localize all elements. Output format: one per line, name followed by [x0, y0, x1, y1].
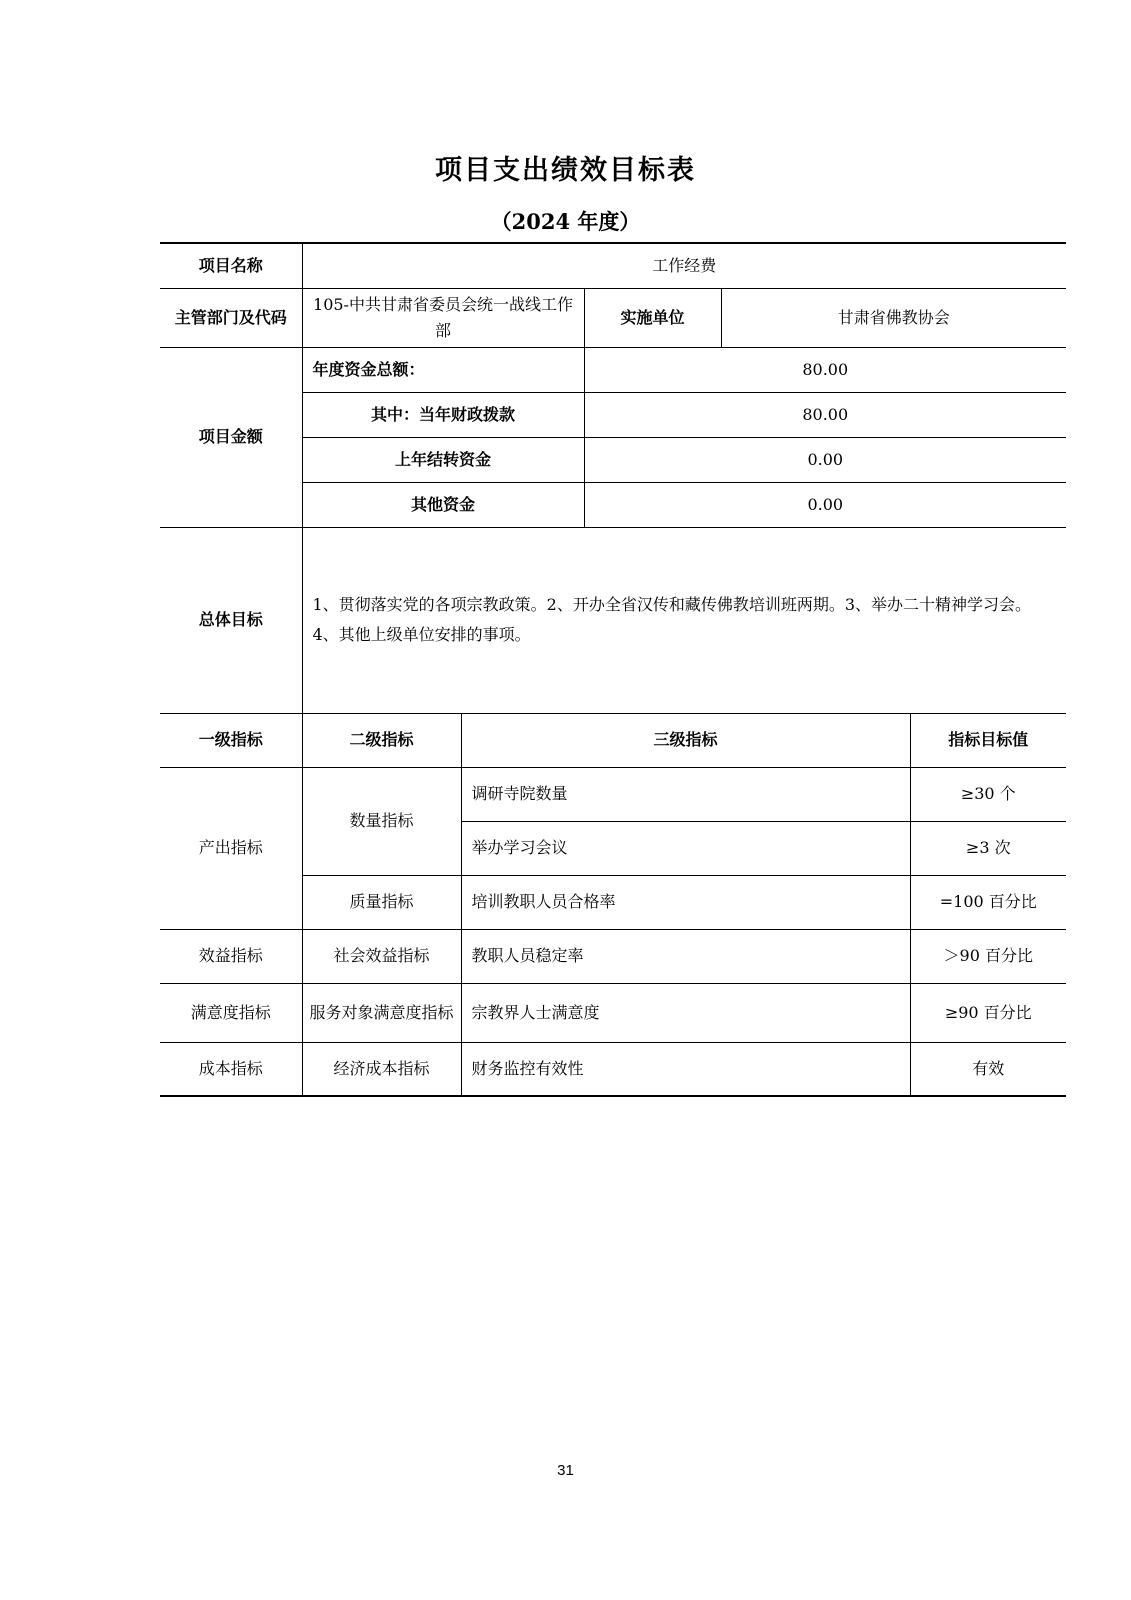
target-meetings: ≥3 次	[910, 821, 1066, 875]
implementing-unit-value: 甘肃省佛教协会	[721, 288, 1066, 347]
target-satisfaction: ≥90 百分比	[910, 983, 1066, 1042]
satisfaction-indicator-label: 满意度指标	[160, 983, 302, 1042]
indicator-row-temples: 调研寺院数量	[461, 767, 910, 821]
header-level1: 一级指标	[160, 713, 302, 767]
output-indicator-label: 产出指标	[160, 767, 302, 929]
target-temples: ≥30 个	[910, 767, 1066, 821]
carryover-funds-label: 上年结转资金	[302, 437, 584, 482]
performance-target-table	[160, 242, 1066, 1097]
other-funds-label: 其他资金	[302, 482, 584, 527]
overall-goal-label: 总体目标	[160, 527, 302, 713]
department-label: 主管部门及代码	[160, 288, 302, 347]
header-level3: 三级指标	[461, 713, 910, 767]
target-stability: ＞90 百分比	[910, 929, 1066, 983]
page-title: 项目支出绩效目标表	[435, 155, 696, 186]
annual-total-label: 年度资金总额：	[302, 347, 584, 392]
other-funds-value: 0.00	[584, 482, 1066, 527]
benefit-indicator-label: 效益指标	[160, 929, 302, 983]
project-name-value: 工作经费	[302, 243, 1066, 288]
fiscal-allocation-value: 80.00	[584, 392, 1066, 437]
indicator-row-satisfaction: 宗教界人士满意度	[461, 983, 910, 1042]
indicator-row-pass-rate: 培训教职人员合格率	[461, 875, 910, 929]
overall-goal-text: 1、贯彻落实党的各项宗教政策。2、开办全省汉传和藏传佛教培训班两期。3、举办二十精神学习会。4、其他上级单位安排的事项。	[302, 527, 1066, 713]
header-level2: 二级指标	[302, 713, 461, 767]
page-number: 31	[557, 1462, 574, 1479]
quantity-indicator-label: 数量指标	[302, 767, 461, 875]
social-benefit-label: 社会效益指标	[302, 929, 461, 983]
target-finance: 有效	[910, 1042, 1066, 1096]
project-amount-label: 项目金额	[160, 347, 302, 527]
fiscal-allocation-label: 其中：当年财政拨款	[302, 392, 584, 437]
header-target: 指标目标值	[910, 713, 1066, 767]
department-value: 105-中共甘肃省委员会统一战线工作部	[302, 288, 584, 347]
economic-cost-label: 经济成本指标	[302, 1042, 461, 1096]
indicator-row-meetings: 举办学习会议	[461, 821, 910, 875]
service-satisfaction-label: 服务对象满意度指标	[302, 983, 461, 1042]
cost-indicator-label: 成本指标	[160, 1042, 302, 1096]
annual-total-value: 80.00	[584, 347, 1066, 392]
indicator-row-finance: 财务监控有效性	[461, 1042, 910, 1096]
project-name-label: 项目名称	[160, 243, 302, 288]
indicator-row-stability: 教职人员稳定率	[461, 929, 910, 983]
quality-indicator-label: 质量指标	[302, 875, 461, 929]
target-pass-rate: =100 百分比	[910, 875, 1066, 929]
carryover-funds-value: 0.00	[584, 437, 1066, 482]
page-subtitle: （2024 年度）	[490, 209, 641, 234]
implementing-unit-label: 实施单位	[584, 288, 721, 347]
